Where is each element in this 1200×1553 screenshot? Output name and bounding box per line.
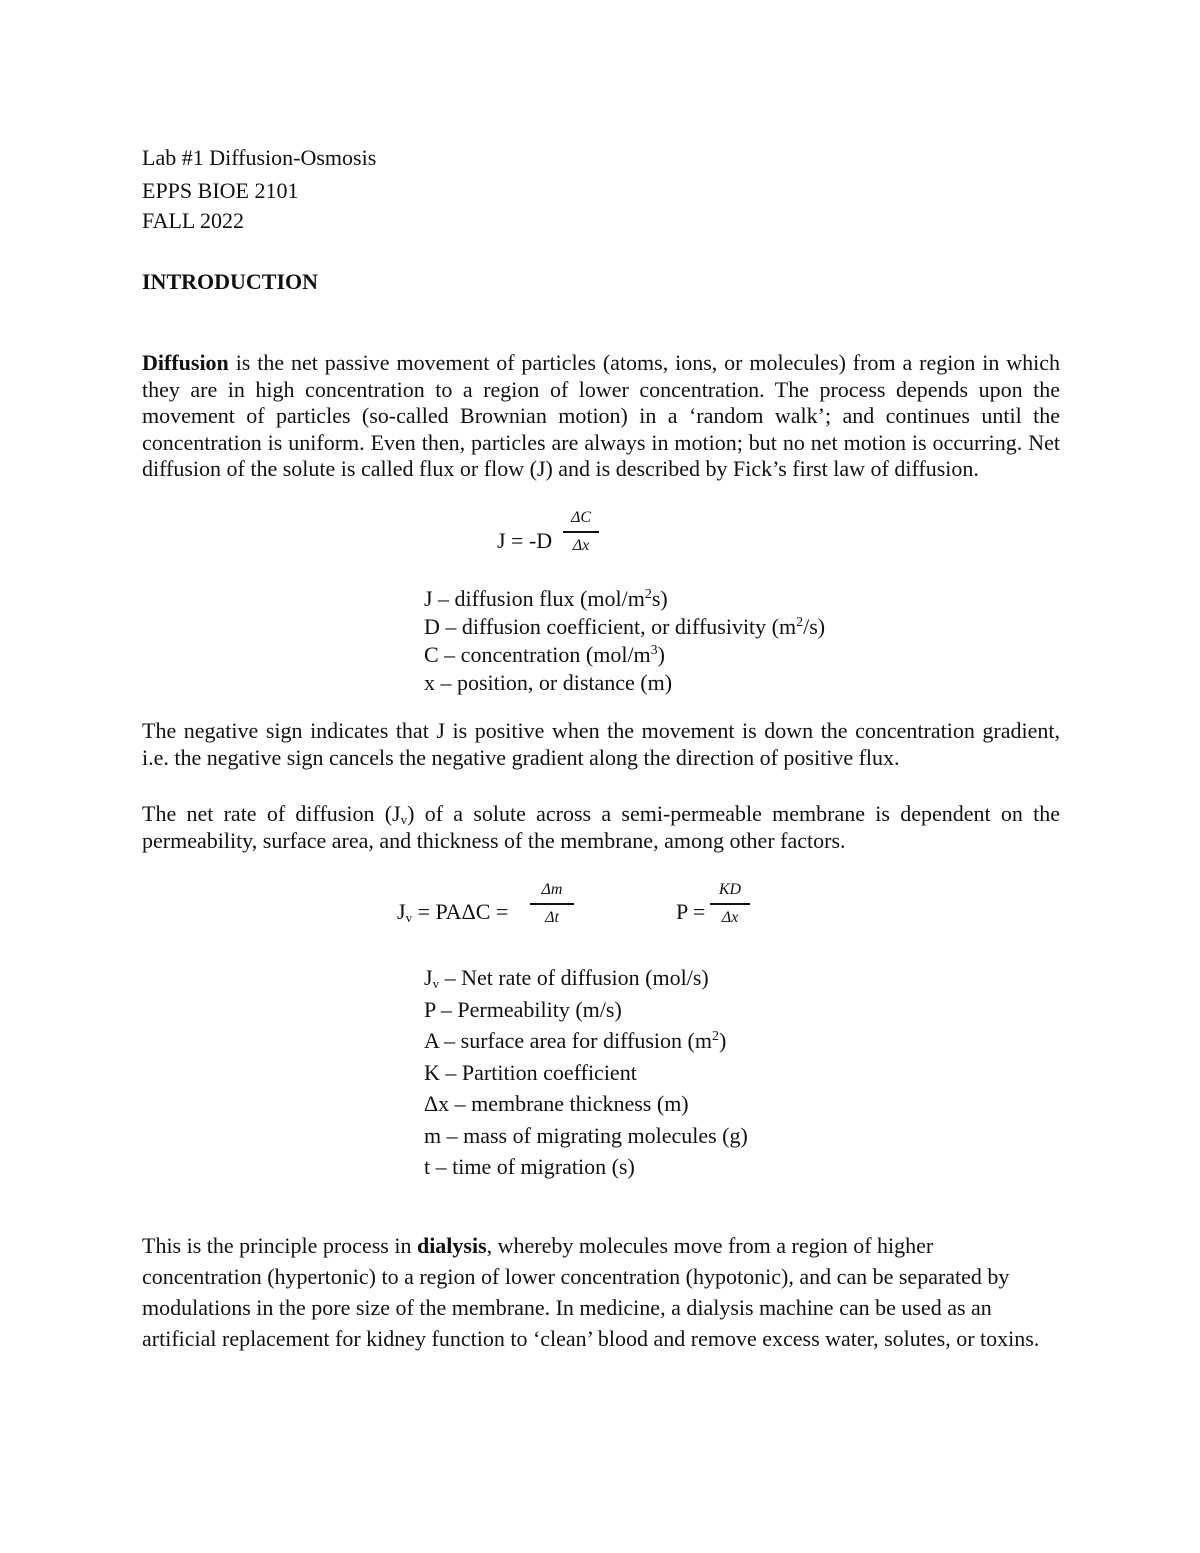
- equation-fick-fraction: [563, 506, 599, 559]
- equation-net-rate-lhs: $J_v = PA\Delta C$ =: [397, 899, 509, 925]
- paragraph-diffusion-text: is the net passive movement of particles (atoms, ions, or molecules) from a region in which they are in high concentration to a region of lower concentration. The process depends upon the movement of particles (so-called Brownian motion) in a ‘random walk’; and continues until the concentration is uniform. Even then, particles are always in motion; but no net motion is occurring. Net diffusion of the solute is called flux or flow (J) and is described by Fick’s first law of diffusion.: [142, 350, 1060, 481]
- term-dialysis: dialysis: [416, 1233, 487, 1258]
- equation-fick-numerator: ΔC: [563, 506, 599, 533]
- paragraph-negative-sign: The negative sign indicates that J is positive when the movement is down the concentration gradient, i.e. the negative sign cancels the negative gradient along the direction of positive flux.: [142, 718, 1060, 770]
- equation-net-rate-fraction: [530, 878, 574, 931]
- equation-net-rate-numerator: Δm: [530, 878, 574, 905]
- def-p: P – Permeability (m/s): [424, 996, 622, 1022]
- def-c: C – concentration $(mol/m^3)$: [424, 642, 665, 667]
- equation-fick-lhs: J = -D: [497, 528, 553, 553]
- def-m: m – mass of migrating molecules (g): [424, 1122, 748, 1148]
- equation-permeability-numerator: KD: [710, 878, 750, 905]
- def-d: D – diffusion coefficient, or diffusivity $(m^2/s)$: [424, 614, 826, 639]
- paragraph-net-rate: The net rate of diffusion $(J_v)$ of a solute across a semi-permeable membrane is dependent on the permeability, surface area, and thickness of the membrane, among other factors.: [142, 801, 1061, 853]
- doc-header-term: FALL 2022: [142, 208, 245, 233]
- def-delta-x: Δx – membrane thickness (m): [424, 1091, 689, 1116]
- term-diffusion: Diffusion: [142, 350, 229, 375]
- net-rate-variable-definitions: [424, 962, 748, 1183]
- doc-header-lab-title: Lab #1 Diffusion-Osmosis: [142, 145, 377, 170]
- fick-variable-definitions: [424, 585, 825, 697]
- equation-permeability-denominator: Δx: [721, 909, 739, 926]
- def-t: t – time of migration (s): [424, 1154, 635, 1179]
- equation-permeability-lhs: P =: [676, 899, 706, 924]
- doc-header-course: EPPS BIOE 2101: [142, 178, 299, 203]
- section-heading: INTRODUCTION: [142, 269, 319, 294]
- def-k: K – Partition coefficient: [424, 1059, 637, 1085]
- equation-net-rate-denominator: Δt: [545, 909, 559, 926]
- equation-permeability-fraction: [710, 878, 750, 931]
- def-x: x – position, or distance (m): [424, 670, 673, 695]
- equation-fick-denominator: Δx: [572, 537, 590, 554]
- def-jv: $J_v$ – Net rate of diffusion (mol/s): [424, 965, 709, 991]
- paragraph-dialysis: This is the principle process in dialysis, whereby molecules move from a region of higher concentration (hypertonic) to a region of lower concentration (hypotonic), and can be separated by modulations in the pore size of the membrane. In medicine, a dialysis machine can be used as an artificial replacement for kidney function to ‘clean’ blood and remove excess water, solutes, or toxins.: [142, 1233, 1040, 1351]
- def-j: J – diffusion flux $(mol/m^2s)$: [424, 586, 668, 611]
- paragraph-diffusion: [142, 350, 1060, 483]
- def-a: A – surface area for diffusion $(m^2)$: [424, 1028, 727, 1053]
